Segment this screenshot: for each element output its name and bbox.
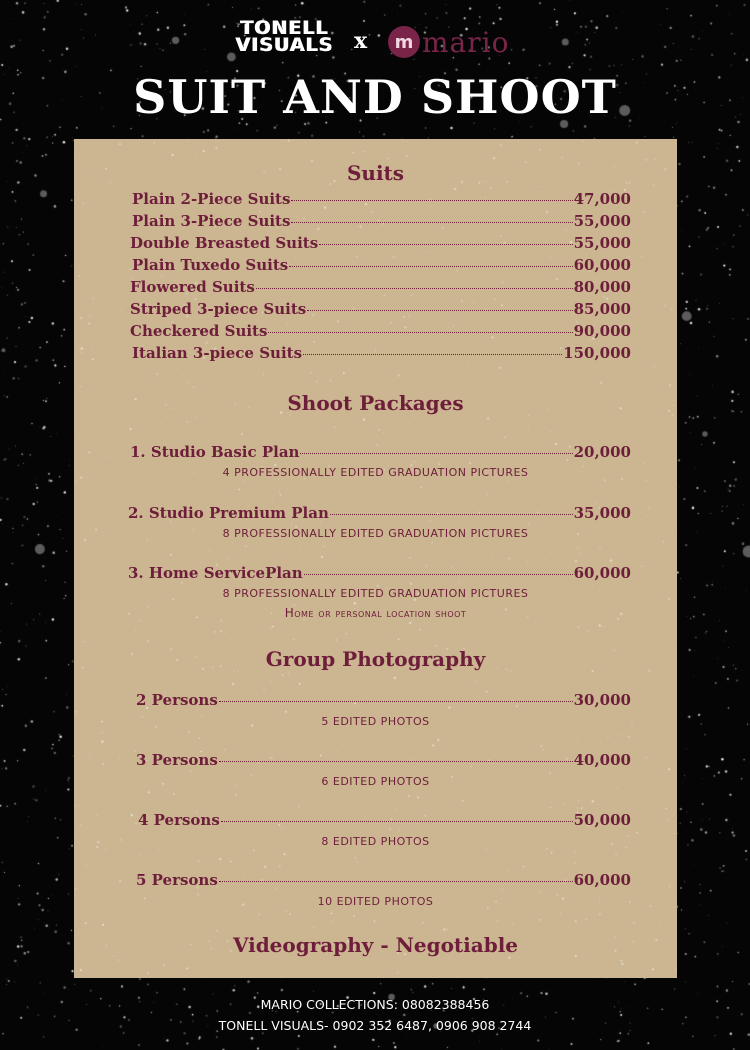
suit-row: [132, 343, 631, 363]
header: [0, 0, 750, 135]
leader-dots: [307, 310, 572, 311]
group-label: 5 Persons: [136, 871, 218, 889]
footer-contact-mario: MARIO COLLECTIONS: 08082388456: [260, 997, 490, 1012]
package-note: 8 PROFESSIONALLY EDITED GRADUATION PICTURES: [222, 587, 529, 600]
package-note: Home or personal location shoot: [284, 606, 467, 620]
group-label: 4 Persons: [138, 811, 220, 829]
package-price: 60,000: [573, 564, 631, 582]
price-list-card: [74, 139, 677, 978]
leader-dots: [304, 574, 573, 575]
mario-logo: [388, 24, 509, 60]
suit-label: Plain Tuxedo Suits: [132, 256, 289, 274]
suit-price: 150,000: [563, 344, 631, 362]
leader-dots: [268, 332, 572, 333]
suit-label: Italian 3-piece Suits: [132, 344, 303, 362]
leader-dots: [219, 761, 573, 762]
group-row: [136, 690, 631, 710]
leader-dots: [219, 881, 573, 882]
group-row: [136, 870, 631, 890]
group-price: 30,000: [573, 691, 631, 709]
suit-row: [132, 189, 631, 209]
logo-text-line-2: VISUALS: [236, 34, 334, 56]
shoot-packages-section-title: Shoot Packages: [287, 391, 464, 415]
suit-label: Plain 3-Piece Suits: [132, 212, 291, 230]
suit-price: 90,000: [573, 322, 631, 340]
suit-row: [132, 211, 631, 231]
group-label: 3 Persons: [136, 751, 218, 769]
suit-row: [130, 277, 631, 297]
leader-dots: [291, 200, 572, 201]
package-row: [130, 442, 631, 462]
group-price: 60,000: [573, 871, 631, 889]
suit-price: 55,000: [573, 212, 631, 230]
group-note: 5 EDITED PHOTOS: [321, 715, 430, 728]
package-note: 4 PROFESSIONALLY EDITED GRADUATION PICTURES: [222, 466, 529, 479]
mario-logo-text: mario: [422, 25, 510, 59]
page-title: SUIT AND SHOOT: [133, 70, 617, 124]
package-price: 20,000: [573, 443, 631, 461]
leader-dots: [303, 354, 562, 355]
group-note: 8 EDITED PHOTOS: [321, 835, 430, 848]
leader-dots: [330, 514, 573, 515]
suit-price: 55,000: [573, 234, 631, 252]
group-price: 40,000: [573, 751, 631, 769]
leader-dots: [221, 821, 573, 822]
leader-dots: [256, 288, 573, 289]
suit-label: Checkered Suits: [130, 322, 268, 340]
package-label: 2. Studio Premium Plan: [128, 504, 329, 522]
package-note: 8 PROFESSIONALLY EDITED GRADUATION PICTURES: [222, 527, 529, 540]
suit-row: [132, 255, 631, 275]
suit-row: [130, 233, 631, 253]
suit-label: Plain 2-Piece Suits: [132, 190, 291, 208]
leader-dots: [291, 222, 572, 223]
suit-row: [130, 299, 631, 319]
package-price: 35,000: [573, 504, 631, 522]
suit-price: 47,000: [573, 190, 631, 208]
logo-text-line-1: TONELL: [240, 17, 330, 39]
package-row: [128, 563, 631, 583]
suit-price: 80,000: [573, 278, 631, 296]
group-photography-section-title: Group Photography: [265, 647, 486, 671]
leader-dots: [219, 701, 573, 702]
group-note: 6 EDITED PHOTOS: [321, 775, 430, 788]
group-price: 50,000: [573, 811, 631, 829]
videography-line: Videography - Negotiable: [232, 933, 519, 957]
mario-logo-icon: m: [388, 26, 420, 58]
suit-price: 60,000: [573, 256, 631, 274]
suit-label: Double Breasted Suits: [130, 234, 319, 252]
leader-dots: [300, 453, 572, 454]
suit-label: Striped 3-piece Suits: [130, 300, 307, 318]
leader-dots: [319, 244, 572, 245]
suits-section-title: Suits: [346, 161, 405, 185]
suit-label: Flowered Suits: [130, 278, 255, 296]
suit-price: 85,000: [573, 300, 631, 318]
package-row: [128, 503, 631, 523]
leader-dots: [289, 266, 572, 267]
footer-contact-tonell: TONELL VISUALS- 0902 352 6487, 0906 908 2744: [218, 1018, 532, 1033]
suit-row: [130, 321, 631, 341]
group-label: 2 Persons: [136, 691, 218, 709]
package-label: 3. Home ServicePlan: [128, 564, 303, 582]
package-label: 1. Studio Basic Plan: [130, 443, 300, 461]
group-row: [138, 810, 631, 830]
collab-separator: x: [354, 28, 368, 54]
group-row: [136, 750, 631, 770]
group-note: 10 EDITED PHOTOS: [317, 895, 434, 908]
tonell-visuals-logo: [226, 17, 344, 56]
